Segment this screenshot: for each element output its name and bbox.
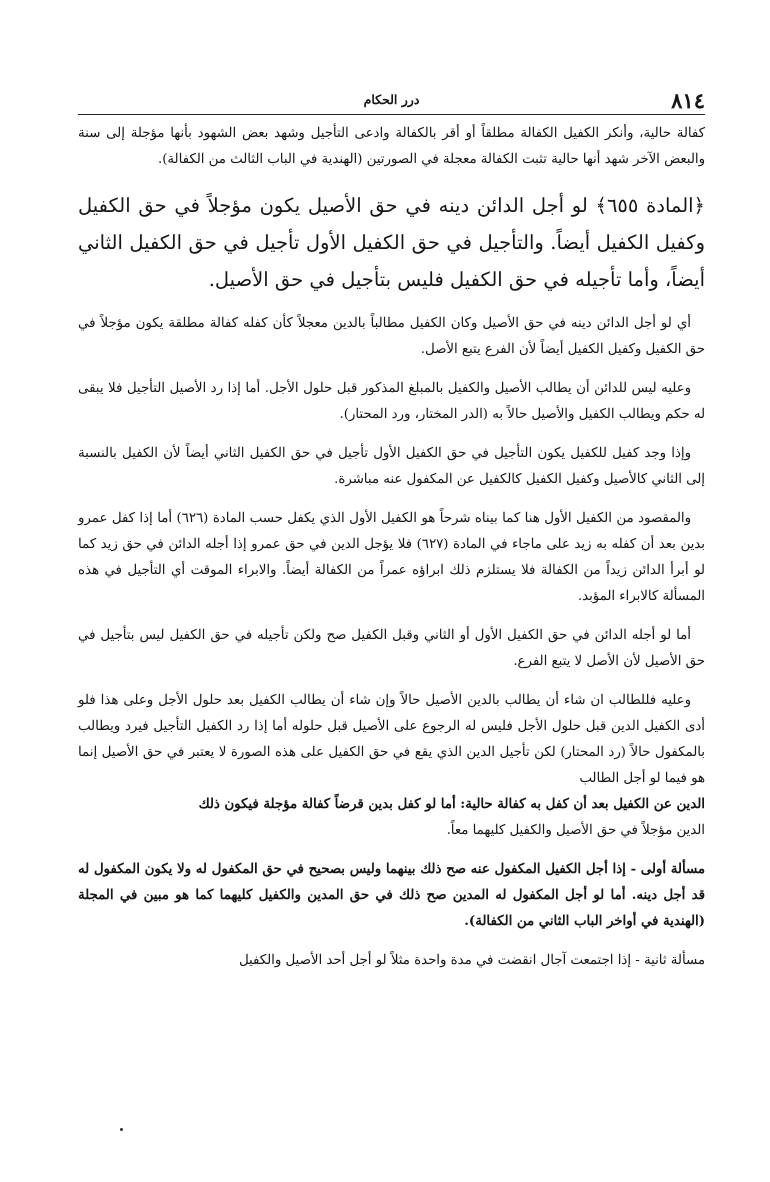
- commentary-paragraph: وإذا وجد كفيل للكفيل يكون التأجيل في حق الكفيل الأول تأجيل في حق الكفيل الثاني أيضاً لأن الكفيل بالنسبة إلى الثاني كالأصيل وكفيل الكفيل كالكفيل عن المكفول عنه مباشرة.: [78, 446, 705, 487]
- running-header: [78, 88, 705, 115]
- page-number: ٨١٤: [671, 88, 705, 113]
- page-speck: [120, 1128, 123, 1131]
- commentary-paragraph: والمقصود من الكفيل الأول هنا كما بيناه شرحاً هو الكفيل الأول الذي يكفل حسب المادة (٦٢٦) أما إذا كفل عمرو بدين بعد أن كفله به زيد على ماجاء في المادة (٦٢٧) فلا يؤجل الدين في حق عمرو إذا أجله الدائن في حق زيد كما لو أبرأ الدائن زيداً من الكفالة فلا يستلزم ذلك ابراؤه عمراً من الكفالة أيضاً. والابراء الموقت أي التأجيل في هذه المسألة كالابراء المؤبد.: [78, 511, 705, 604]
- commentary-paragraph: وعليه فللطالب ان شاء أن يطالب بالدين الأصيل حالاً وإن شاء أن يطالب الكفيل بعد حلول الأجل وعلى هذا فلو أدى الكفيل الدين قبل حلول الأجل فليس له الرجوع على الأصيل قبل حلوله أما إذا رد الكفيل التأجيل فيرد ويطالب بالمكفول حالاً (رد المحتار) لكن تأجيل الدين الذي يقع في حق الكفيل على هذه الصورة لا يعتبر في حق الأصيل إنما هو فيما لو أجل الطالب: [78, 693, 705, 786]
- commentary-paragraph: وعليه ليس للدائن أن يطالب الأصيل والكفيل بالمبلغ المذكور قبل حلول الأجل. أما إذا رد الأصيل التأجيل فلا يبقى له حكم ويطالب الكفيل والأصيل حالاً به (الدر المختار، ورد المحتار).: [78, 381, 705, 422]
- commentary-paragraph: أما لو أجله الدائن في حق الكفيل الأول أو الثاني وقبل الكفيل صح ولكن تأجيله في حق الكفيل ليس بتأجيل في حق الأصيل لأن الأصل لا يتبع الفرع.: [78, 628, 705, 669]
- paragraph-continuation: كفالة حالية، وأنكر الكفيل الكفالة مطلقاً أو أقر بالكفالة وادعى التأجيل وشهد بعض الشهود بأنها مؤجلة إلى سنة والبعض الآخر شهد أنها حالية تثبت الكفالة معجلة في الصورتين (الهندية في الباب الثالث من الكفالة).: [78, 126, 705, 167]
- article-655-text: ﴿المادة ٦٥٥﴾ لو أجل الدائن دينه في حق الأصيل يكون مؤجلاً في حق الكفيل وكفيل الكفيل أيضاً. والتأجيل في حق الكفيل الأول تأجيل في حق الكفيل الثاني أيضاً، وأما تأجيله في حق الكفيل فليس بتأجيل في حق الأصيل.: [78, 194, 705, 291]
- issue-two-paragraph: مسألة ثانية - إذا اجتمعت آجال انقضت في مدة واحدة مثلاً لو أجل أحد الأصيل والكفيل: [238, 953, 705, 968]
- commentary-paragraph: أي لو أجل الدائن دينه في حق الأصيل وكان الكفيل مطالباً بالدين معجلاً كأن كفله كفالة مطلقة يكون مؤجلاً في حق الكفيل وكفيل الكفيل أيضاً لأن الفرع يتبع الأصل.: [78, 316, 705, 357]
- commentary-bold-line: الدين عن الكفيل بعد أن كفل به كفالة حالية: أما لو كفل بدين قرضاً كفالة مؤجلة فيكون ذلك: [198, 797, 705, 812]
- issue-one-paragraph: مسألة أولى - إذا أجل الكفيل المكفول عنه صح ذلك بينهما وليس بصحيح في حق المكفول له ولا يكون المكفول له قد أجل دينه. أما لو أجل المكفول له المدين صح ذلك في حق المدين والكفيل كليهما كما هو مبين في المجلة (الهندية في أواخر الباب الثاني من الكفالة).: [78, 862, 705, 929]
- book-title: درر الحكام: [363, 92, 420, 107]
- commentary-paragraph-end: الدين مؤجلاً في حق الأصيل والكفيل كليهما معاً.: [446, 823, 705, 838]
- book-page: [78, 88, 705, 1152]
